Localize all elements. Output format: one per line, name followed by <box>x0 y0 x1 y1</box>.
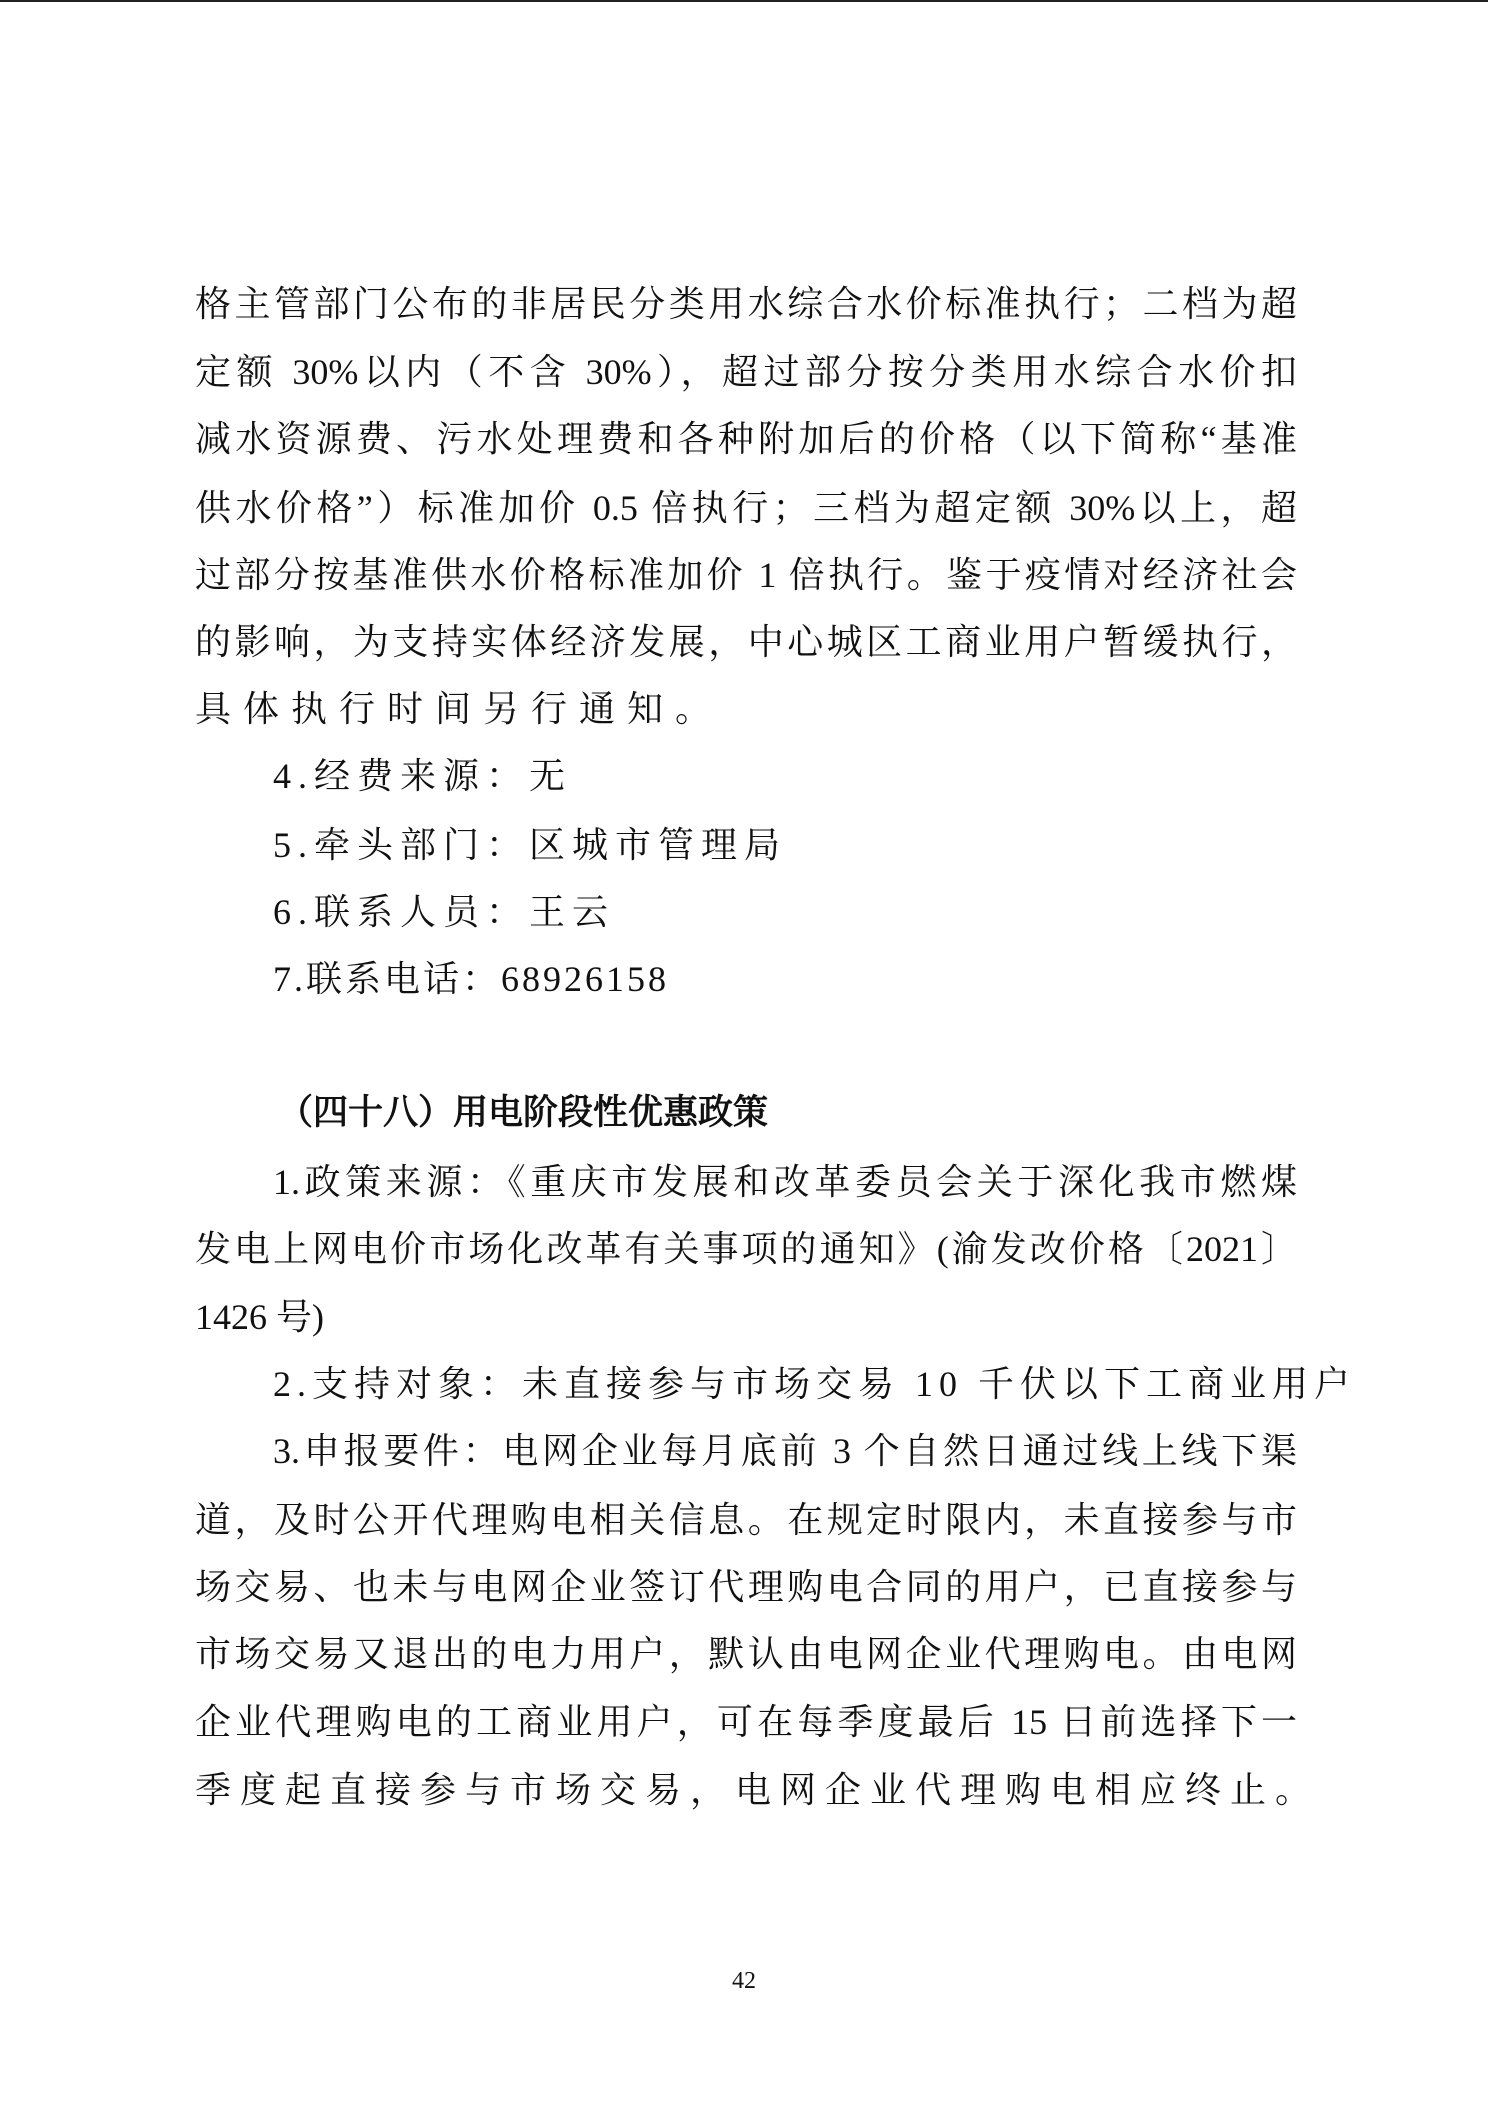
paragraph-line: 定额 30%以内（不含 30%），超过部分按分类用水综合水价扣 <box>195 352 1297 392</box>
contact-person: 6.联系人员：王云 <box>273 892 616 932</box>
paragraph-line: 的影响，为支持实体经济发展，中心城区工商业用户暂缓执行， <box>195 622 1297 662</box>
paragraph-line: 1426 号) <box>195 1297 324 1337</box>
paragraph-line: 1.政策来源：《重庆市发展和改革委员会关于深化我市燃煤 <box>273 1162 1297 1202</box>
paragraph-line: 减水资源费、污水处理费和各种附加后的价格（以下简称“基准 <box>195 419 1297 459</box>
paragraph-line: 过部分按基准供水价格标准加价 1 倍执行。鉴于疫情对经济社会 <box>195 555 1297 595</box>
paragraph-line: 季度起直接参与市场交易，电网企业代理购电相应终止。 <box>195 1770 1321 1810</box>
section-heading: （四十八）用电阶段性优惠政策 <box>278 1093 769 1133</box>
paragraph-line: 3.申报要件：电网企业每月底前 3 个自然日通过线上线下渠 <box>273 1431 1297 1471</box>
page-number: 42 <box>732 1968 756 1994</box>
paragraph-line: 具体执行时间另行通知。 <box>195 689 724 729</box>
paragraph-line: 道，及时公开代理购电相关信息。在规定时限内，未直接参与市 <box>195 1500 1297 1540</box>
paragraph-line: 格主管部门公布的非居民分类用水综合水价标准执行；二档为超 <box>195 284 1297 324</box>
contact-phone: 7.联系电话：68926158 <box>273 959 670 999</box>
paragraph-line: 供水价格”）标准加价 0.5 倍执行；三档为超定额 30%以上，超 <box>195 488 1297 528</box>
paragraph-line: 市场交易又退出的电力用户，默认由电网企业代理购电。由电网 <box>195 1634 1297 1674</box>
paragraph-line: 场交易、也未与电网企业签订代理购电合同的用户，已直接参与 <box>195 1567 1297 1607</box>
paragraph-line: 发电上网电价市场化改革有关事项的通知》(渝发改价格〔2021〕 <box>195 1229 1297 1269</box>
funding-source: 4.经费来源：无 <box>273 756 573 796</box>
paragraph-line: 2.支持对象：未直接参与市场交易 10 千伏以下工商业用户 <box>273 1364 1357 1404</box>
lead-department: 5.牵头部门：区城市管理局 <box>273 825 788 865</box>
paragraph-line: 企业代理购电的工商业用户，可在每季度最后 15 日前选择下一 <box>195 1702 1297 1742</box>
